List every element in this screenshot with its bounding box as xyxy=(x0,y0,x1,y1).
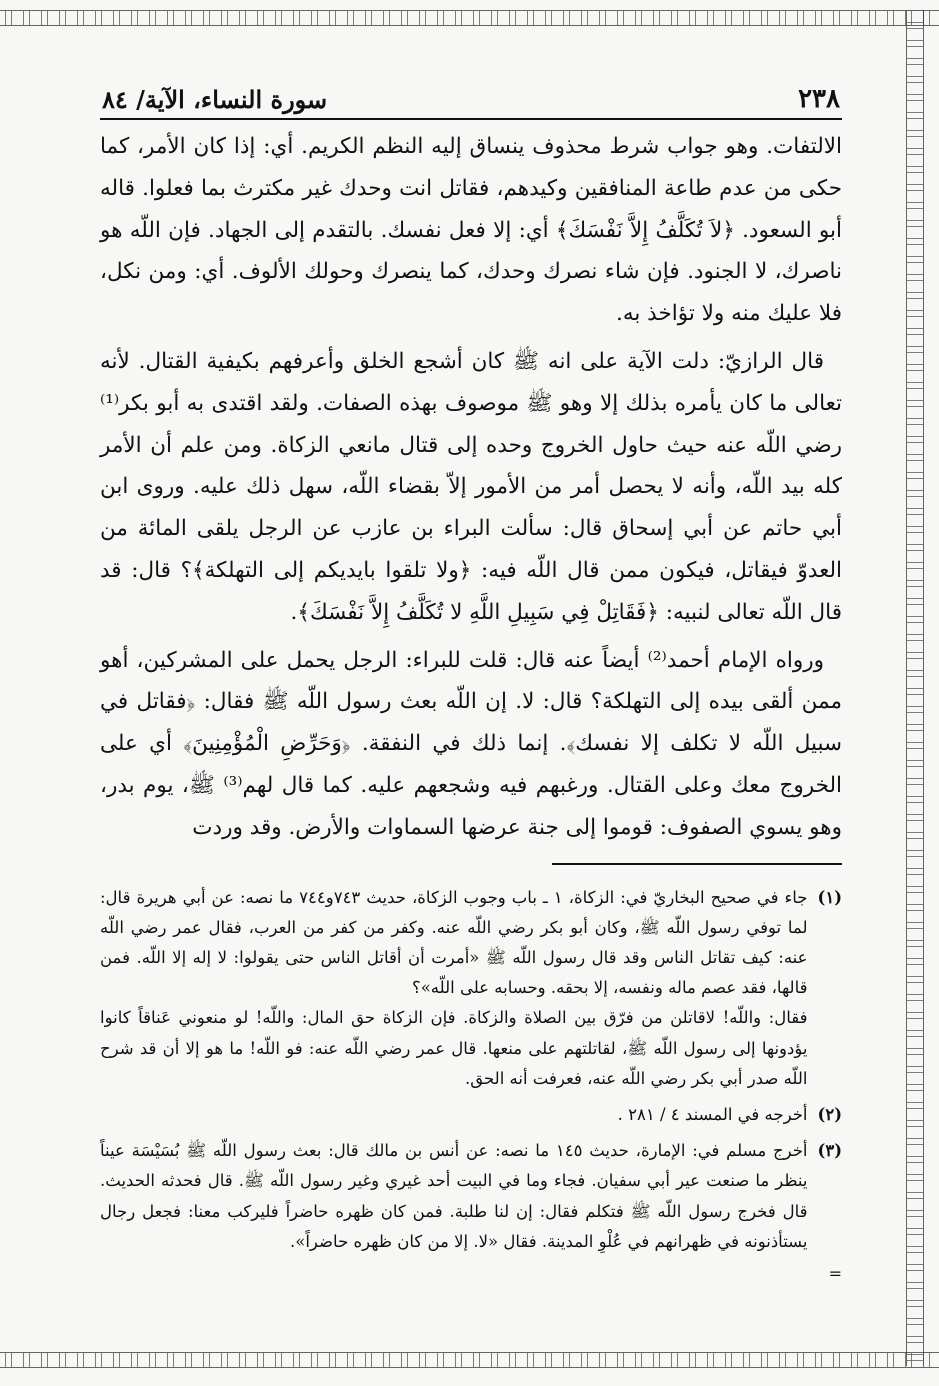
main-text xyxy=(100,126,842,849)
page-number: ٢٣٨ xyxy=(798,84,840,114)
footnote-number: (٢) xyxy=(817,1104,842,1124)
footnote-text xyxy=(100,1136,808,1257)
footnote xyxy=(100,1100,842,1130)
page-border-top xyxy=(0,10,939,26)
footnote-separator-wrap xyxy=(100,855,842,883)
book-page xyxy=(100,74,842,1289)
page-header xyxy=(100,74,842,120)
continuation-mark: = xyxy=(828,1263,842,1283)
running-title: سورة النساء، الآية/ ٨٤ xyxy=(102,85,328,114)
footnote-separator xyxy=(552,863,842,865)
page-border-right xyxy=(906,10,924,1366)
footnote-part: أخرج مسلم في: الإمارة، حديث ١٤٥ ما نصه: عن أنس بن مالك قال: بعث رسول اللّه ﷺ بُسَيْسَة عيناً ينظر ما صنعت عير أبي سفيان. فجاء وما في البيت أحد غيري وغير رسول اللّه ﷺ. قال فحدثه الحديث. قال فخرج رسول اللّه ﷺ فتكلم فقال: إن لنا طلبة. فمن كان ظهره حاضراً فليركب معنا: فجعل رجال يستأذنونه في ظهرانهم في عُلْوِ المدينة. فقال «لا. إلا من كان ظهره حاضراً». xyxy=(100,1141,808,1251)
footnote-number: (٣) xyxy=(817,1141,842,1161)
footnote-part: أخرجه في المسند ٤ / ٢٨١ . xyxy=(617,1104,808,1124)
page-border-bottom xyxy=(0,1352,939,1368)
footnotes xyxy=(100,883,842,1290)
paragraph: قال الرازيّ: دلت الآية على انه ﷺ كان أشجع الخلق وأعرفهم بكيفية القتال. لأنه تعالى ما كان يأمره بذلك إلا وهو ﷺ موصوف بهذه الصفات. ولقد اقتدى به أبو بكر⁽¹⁾ رضي اللّه عنه حيث حاول الخروج وحده إلى قتال مانعي الزكاة. ومن علم أن الأمر كله بيد اللّه، وأنه لا يحصل أمر من الأمور إلاّ بقضاء اللّه، سهل ذلك عليه. وروى ابن أبي حاتم عن أبي إسحاق قال: سألت البراء بن عازب عن الرجل يلقى المائة من العدوّ فيقاتل، فيكون ممن قال اللّه فيه: ﴿ولا تلقوا بايديكم إلى التهلكة﴾؟ قال: قد قال اللّه تعالى لنبيه: ﴿فَقَاتِلْ فِي سَبِيلِ اللَّهِ لا تُكَلَّفُ إِلاَّ نَفْسَكَ﴾. xyxy=(100,348,842,625)
footnote-number: (١) xyxy=(817,887,842,907)
footnote xyxy=(100,1136,842,1257)
paragraph: الالتفات. وهو جواب شرط محذوف ينساق إليه النظم الكريم. أي: إذا كان الأمر، كما حكى من عدم طاعة المنافقين وكيدهم، فقاتل انت وحدك غير مكترث بما فعلوا. قاله أبو السعود. ﴿لاَ تُكَلَّفُ إِلاَّ نَفْسَكَ﴾ أي: إلا فعل نفسك. بالتقدم إلى الجهاد. فإن اللّه هو ناصرك، لا الجنود. فإن شاء نصرك وحدك، كما ينصرك وحولك الألوف. أي: ومن نكل، فلا عليك منه ولا تؤاخذ به. xyxy=(100,134,842,327)
footnote-part: فقال: واللّه! لاقاتلن من فرّق بين الصلاة والزكاة. فإن الزكاة حق المال: واللّه! لو منعوني عَناقاً كانوا يؤدونها إلى رسول اللّه ﷺ، لقاتلتهم على منعها. قال عمر رضي اللّه عنه: فو اللّه! ما هو إلا أن قد شرح اللّه صدر أبي بكر رضي اللّه عنه، فعرفت أنه الحق. xyxy=(100,1008,808,1088)
footnote-part: جاء في صحيح البخاريّ في: الزكاة، ١ ـ باب وجوب الزكاة، حديث ٧٤٣و٧٤٤ ما نصه: عن أبي هريرة قال: لما توفي رسول اللّه ﷺ، وكان أبو بكر رضي اللّه عنه. وكفر من كفر من العرب، فقال عمر رضي اللّه عنه: كيف تقاتل الناس وقد قال رسول اللّه ﷺ «أمرت أن أقاتل الناس حتى يقولوا: لا إله إلا اللّه. فمن قالها، فقد عصم ماله ونفسه، إلا بحقه. وحسابه على اللّه»؟ xyxy=(100,887,808,998)
footnote-text xyxy=(100,1100,808,1130)
footnote-text xyxy=(100,883,808,1094)
footnote xyxy=(100,883,842,1094)
paragraph: ورواه الإمام أحمد⁽²⁾ أيضاً عنه قال: قلت للبراء: الرجل يحمل على المشركين، أهو ممن ألقى بيده إلى التهلكة؟ قال: لا. إن اللّه بعث رسول اللّه ﷺ فقال: ﴿فقاتل في سبيل اللّه لا تكلف إلا نفسك﴾. إنما ذلك في النفقة. ﴿وَحَرِّضِ الْمُؤْمِنِينَ﴾ أي على الخروج معك وعلى القتال. ورغبهم فيه وشجعهم عليه. كما قال لهم⁽³⁾ ﷺ، يوم بدر، وهو يسوي الصفوف: قوموا إلى جنة عرضها السماوات والأرض. وقد وردت xyxy=(100,647,842,840)
